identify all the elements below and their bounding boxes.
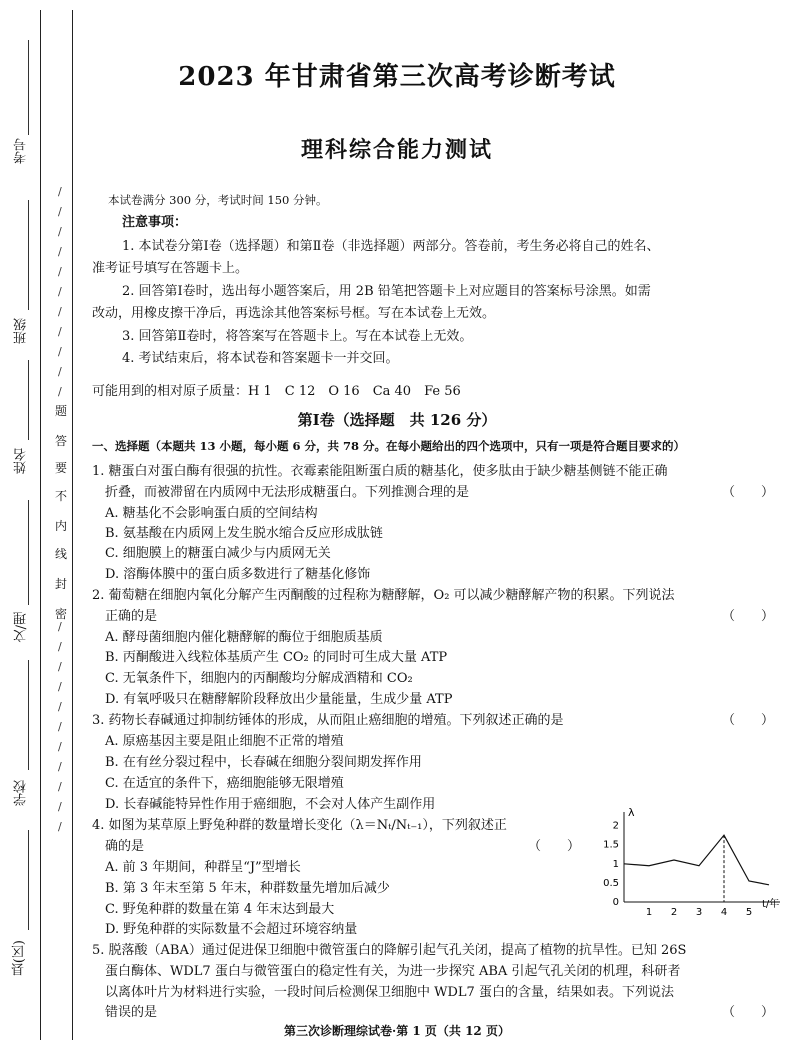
notice-item: 准考证号填写在答题卡上。 (92, 261, 249, 276)
notice-heading: 注意事项： (122, 215, 188, 230)
name-label: 姓名 (14, 448, 29, 474)
exam-subtitle: 理科综合能力测试 (300, 137, 493, 163)
seal-slash: / (58, 780, 62, 793)
page-footer: 第三次诊断理综试卷·第 1 页（共 12 页） (284, 1024, 510, 1038)
q4-option-c: C. 野兔种群的数量在第 4 年末达到最大 (105, 902, 335, 917)
seal-char-2: 答 (54, 434, 67, 448)
q1-option-a: A. 糖基化不会影响蛋白质的空间结构 (105, 506, 318, 521)
notice-item: 1. 本试卷分第Ⅰ卷（选择题）和第Ⅱ卷（非选择题）两部分。答卷前，考生务必将自己的姓名、 (122, 239, 660, 254)
seal-slash: / (58, 660, 62, 673)
q2-stem: 2. 葡萄糖在细胞内氧化分解产生丙酮酸的过程称为糖酵解，O₂ 可以减少糖酵解产物的积累。下列说法 (92, 588, 675, 603)
q4-option-a: A. 前 3 年期间，种群呈“J”型增长 (105, 860, 301, 875)
seal-slash: / (58, 225, 62, 238)
y-tick-label: 1 (612, 858, 619, 870)
notice-item: 2. 回答第Ⅰ卷时，选出每小题答案后，用 2B 铅笔把答题卡上对应题目的答案标号涂黑。如需 (122, 284, 651, 299)
q5-stem: 5. 脱落酸（ABA）通过促进保卫细胞中微管蛋白的降解引起气孔关闭，提高了植物的抗旱性。已知 26S (92, 943, 687, 958)
seal-slash: / (58, 620, 62, 633)
x-tick-label: 3 (695, 907, 703, 918)
q1-stem: 折叠，而被滞留在内质网中无法形成糖蛋白。下列推测合理的是 (105, 485, 470, 500)
class-blank (28, 200, 29, 310)
x-tick-label: 1 (645, 907, 653, 918)
q2-answer-blank: （ ） (722, 609, 775, 624)
seal-char-5: 内 (54, 519, 67, 533)
q1-option-c: C. 细胞膜上的糖蛋白减少与内质网无关 (105, 546, 331, 561)
seal-slash: / (58, 265, 62, 278)
seal-char-8: 密 (54, 607, 67, 621)
x-tick-label: 5 (745, 907, 753, 918)
q2-option-b: B. 丙酮酸进入线粒体基质产生 CO₂ 的同时可生成大量 ATP (105, 650, 448, 665)
seal-char-3: 要 (54, 461, 67, 475)
seal-char-4: 不 (54, 489, 67, 503)
margin-line-outer (40, 10, 41, 1040)
seal-slash: / (58, 305, 62, 318)
seal-slash: / (58, 720, 62, 733)
seal-slash: / (58, 680, 62, 693)
seal-slash: / (58, 185, 62, 198)
y-tick-label: 1.5 (603, 839, 619, 851)
q5-stem: 蛋白酶体、WDL7 蛋白与微管蛋白的稳定性有关，为进一步探究 ABA 引起气孔关闭的机理，科研者 (105, 964, 681, 979)
q5-answer-blank: （ ） (722, 1005, 775, 1020)
q3-answer-blank: （ ） (722, 713, 775, 728)
q2-stem: 正确的是 (105, 609, 158, 624)
q5-stem: 错误的是 (105, 1005, 158, 1020)
q3-option-d: D. 长春碱能特异性作用于癌细胞，不会对人体产生副作用 (105, 797, 436, 812)
track-label: 文/理 (14, 612, 29, 643)
seal-char-6: 线 (54, 547, 67, 561)
y-tick-label: 2 (612, 820, 619, 832)
school-blank (28, 660, 29, 770)
section-title: 第Ⅰ卷（选择题 共 126 分） (297, 411, 497, 429)
x-tick-label: 2 (670, 907, 678, 918)
class-label: 班级 (14, 318, 29, 344)
seal-slash: / (58, 740, 62, 753)
q4-answer-blank: （ ） (528, 839, 581, 854)
seal-char-7: 封 (54, 577, 67, 591)
seal-slash: / (58, 365, 62, 378)
q2-option-d: D. 有氧呼吸只在糖酵解阶段释放出少量能量，生成少量 ATP (105, 692, 453, 707)
seal-slash: / (58, 285, 62, 298)
exam-number-label: 考号 (14, 138, 29, 164)
seal-slash: / (58, 800, 62, 813)
x-axis-label: t/年 (762, 899, 780, 910)
x-tick-label: 4 (720, 907, 728, 918)
q1-option-b: B. 氨基酸在内质网上发生脱水缩合反应形成肽链 (105, 526, 383, 541)
section-instructions: 一、选择题（本题共 13 小题，每小题 6 分，共 78 分。在每小题给出的四个选项中，只有一项是符合题目要求的） (92, 439, 686, 453)
q4-stem: 4. 如图为某草原上野兔种群的数量增长变化（λ＝Nₜ/Nₜ₋₁），下列叙述正 (92, 818, 507, 833)
seal-slash: / (58, 760, 62, 773)
lambda-line-chart (588, 808, 788, 926)
q1-stem: 1. 糖蛋白对蛋白酶有很强的抗性。衣霉素能阻断蛋白质的糖基化，使多肽由于缺少糖基侧链不能正确 (92, 464, 668, 479)
seal-slash: / (58, 700, 62, 713)
school-label: 学校 (14, 780, 29, 806)
seal-slash: / (58, 345, 62, 358)
seal-slash: / (58, 325, 62, 338)
q1-answer-blank: （ ） (722, 485, 775, 500)
q4-option-d: D. 野兔种群的实际数量不会超过环境容纳量 (105, 922, 358, 937)
y-axis-label: λ (628, 808, 635, 819)
q3-option-a: A. 原癌基因主要是阻止细胞不正常的增殖 (105, 734, 344, 749)
y-tick-label: 0.5 (603, 877, 619, 889)
q5-stem: 以离体叶片为材料进行实验，一段时间后检测保卫细胞中 WDL7 蛋白的含量，结果如表。下列说法 (105, 985, 674, 1000)
y-tick-label: 0 (612, 897, 619, 908)
track-blank (28, 500, 29, 605)
q3-option-b: B. 在有丝分裂过程中，长春碱在细胞分裂间期发挥作用 (105, 755, 422, 770)
exam-title: 2023 年甘肃省第三次高考诊断考试 (178, 62, 616, 92)
atomic-mass-line: 可能用到的相对原子质量：H 1 C 12 O 16 Ca 40 Fe 56 (92, 384, 461, 399)
q2-option-a: A. 酵母菌细胞内催化糖酵解的酶位于细胞质基质 (105, 630, 383, 645)
seal-slash: / (58, 245, 62, 258)
seal-slash: / (58, 205, 62, 218)
q1-option-d: D. 溶酶体膜中的蛋白质多数进行了糖基化修饰 (105, 567, 371, 582)
q3-option-c: C. 在适宜的条件下，癌细胞能够无限增殖 (105, 776, 344, 791)
county-blank (28, 830, 29, 930)
margin-line-inner (72, 10, 73, 1040)
notice-item: 3. 回答第Ⅱ卷时，将答案写在答题卡上。写在本试卷上无效。 (122, 329, 473, 344)
seal-slash: / (58, 820, 62, 833)
q2-option-c: C. 无氧条件下，细胞内的丙酮酸均分解成酒精和 CO₂ (105, 671, 413, 686)
lambda-series-line (624, 835, 769, 885)
seal-slash: / (58, 385, 62, 398)
notice-item: 4. 考试结束后，将本试卷和答案题卡一并交回。 (122, 351, 399, 366)
q4-option-b: B. 第 3 年末至第 5 年末，种群数量先增加后减少 (105, 881, 390, 896)
q4-stem: 确的是 (105, 839, 145, 854)
notice-item: 改动，用橡皮擦干净后，再选涂其他答案标号框。写在本试卷上无效。 (92, 306, 496, 321)
county-label: 县(区) (12, 940, 27, 977)
q3-stem: 3. 药物长春碱通过抑制纺锤体的形成，从而阻止癌细胞的增殖。下列叙述正确的是 (92, 713, 564, 728)
notice-intro: 本试卷满分 300 分，考试时间 150 分钟。 (108, 193, 328, 207)
seal-slash: / (58, 640, 62, 653)
seal-char-1: 题 (54, 404, 67, 418)
